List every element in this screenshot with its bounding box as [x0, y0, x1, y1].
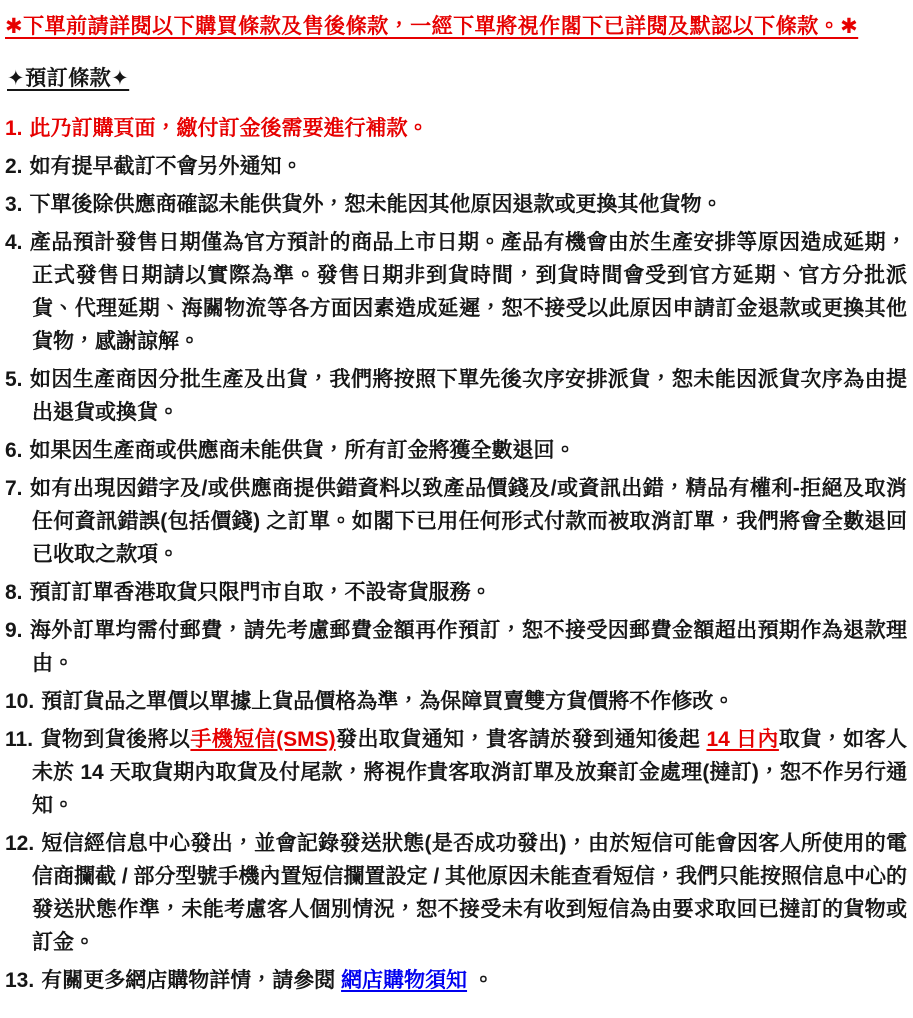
term-item	[5, 472, 907, 571]
header-notice: ✱下單前請詳閱以下購買條款及售後條款，一經下單將視作閣下已詳閱及默認以下條款。✱	[5, 15, 859, 38]
term-item	[5, 434, 907, 467]
term-item	[5, 150, 907, 183]
item-number: 3.	[5, 193, 23, 216]
item-number: 9.	[5, 619, 23, 642]
term-item	[5, 188, 907, 221]
term-item	[5, 964, 907, 997]
item-number: 6.	[5, 439, 23, 462]
item-number: 7.	[5, 477, 23, 500]
item-number: 2.	[5, 155, 23, 178]
term-item	[5, 226, 907, 358]
item-number: 11.	[5, 728, 34, 751]
item-number: 4.	[5, 231, 23, 254]
item-number: 5.	[5, 368, 23, 391]
term-text: 貨物到貨後將以	[40, 728, 191, 751]
shop-guide-link[interactable]: 網店購物須知	[341, 969, 468, 992]
term-item	[5, 576, 907, 609]
item-number: 13.	[5, 969, 35, 992]
term-item	[5, 685, 907, 718]
item-number: 12.	[5, 832, 35, 855]
term-text: 取貨，如客人未於 14 天取貨期內取貨及付尾款，將視作貴客取消訂單及放棄訂金處理(撻訂)，恕不作另行通知。	[32, 728, 908, 817]
term-item	[5, 363, 907, 429]
term-item	[5, 723, 907, 822]
item-number: 10.	[5, 690, 35, 713]
term-item	[5, 614, 907, 680]
sms-notice-highlight: 手機短信(SMS)	[190, 728, 336, 751]
term-item	[5, 112, 907, 145]
term-text: 短信經信息中心發出，並會記錄發送狀態(是否成功發出)，由於短信可能會因客人所使用的電信商攔截 / 部分型號手機內置短信攔置設定 / 其他原因未能查看短信，我們只能按照信息中心的發送狀態作準，未能考慮客人個別情況，恕不接受未有收到短信為由要求取回已撻訂的貨物或訂金。	[32, 832, 908, 954]
section-title-preorder-terms: ✦預訂條款✦	[7, 67, 130, 90]
term-text: 如因生產商因分批生產及出貨，我們將按照下單先後次序安排派貨，恕未能因派貨次序為由提出退貨或換貨。	[29, 368, 907, 424]
term-text: 下單後除供應商確認未能供貨外，恕未能因其他原因退款或更換其他貨物。	[29, 193, 723, 216]
term-text: 產品預計發售日期僅為官方預計的商品上市日期。產品有機會由於生產安排等原因造成延期，正式發售日期請以實際為準。發售日期非到貨時間，到貨時間會受到官方延期、官方分批派貨、代理延期、海關物流等各方面因素造成延遲，恕不接受以此原因申請訂金退款或更換其他貨物，感謝諒解。	[29, 231, 907, 353]
term-text: 此乃訂購頁面，繳付訂金後需要進行補款。	[29, 117, 429, 140]
term-text: 。	[467, 969, 494, 992]
terms-list	[5, 112, 907, 997]
item-number: 1.	[5, 117, 23, 140]
term-item	[5, 827, 907, 959]
pickup-deadline-highlight: 14 日內	[706, 728, 779, 751]
term-text: 發出取貨通知，貴客請於發到通知後起	[335, 728, 707, 751]
term-text: 預訂訂單香港取貨只限門市自取，不設寄貨服務。	[29, 581, 492, 604]
item-number: 8.	[5, 581, 23, 604]
term-text: 如有出現因錯字及/或供應商提供錯資料以致產品價錢及/或資訊出錯，精品有權利-拒絕及取消任何資訊錯誤(包括價錢) 之訂單。如閣下已用任何形式付款而被取消訂單，我們將會全數退回已收取之款項。	[29, 477, 907, 566]
term-text: 有關更多網店購物詳情，請參閱	[41, 969, 342, 992]
term-text: 預訂貨品之單價以單據上貨品價格為準，為保障買賣雙方貨價將不作修改。	[41, 690, 735, 713]
term-text: 如有提早截訂不會另外通知。	[29, 155, 303, 178]
term-text: 如果因生產商或供應商未能供貨，所有訂金將獲全數退回。	[29, 439, 576, 462]
term-text: 海外訂單均需付郵費，請先考慮郵費金額再作預訂，恕不接受因郵費金額超出預期作為退款理由。	[29, 619, 907, 675]
